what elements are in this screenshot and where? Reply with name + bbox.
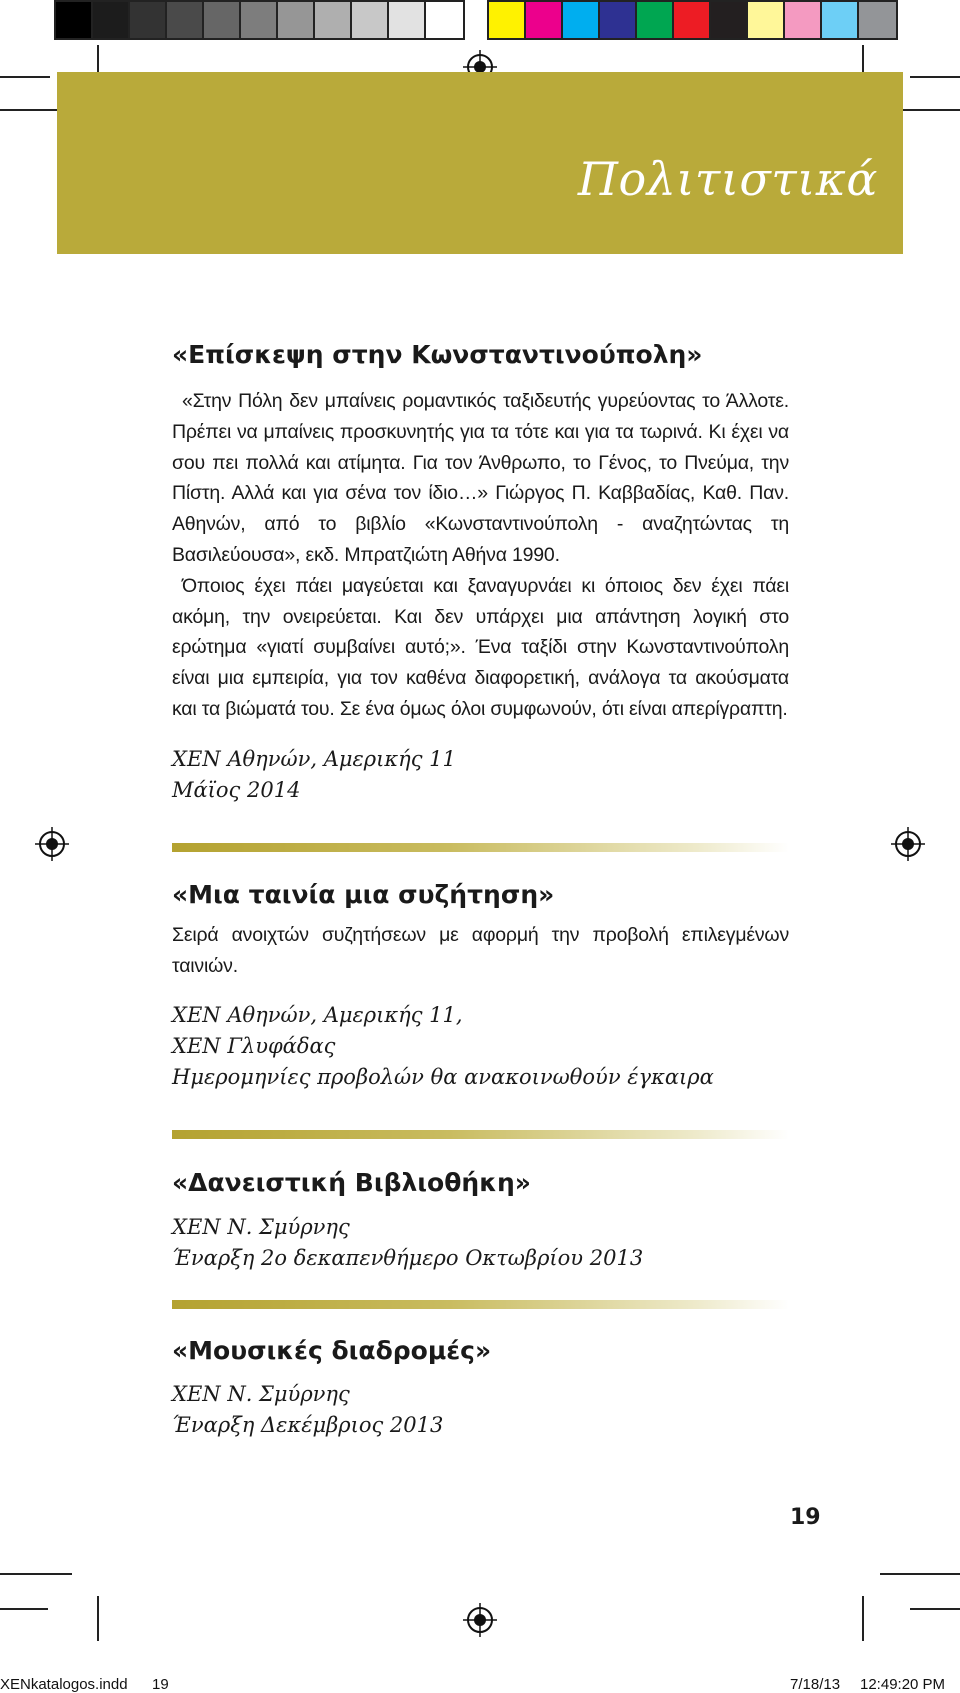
detail-line: Έναρξη 2ο δεκαπενθήμερο Οκτωβρίου 2013: [172, 1246, 644, 1270]
detail-line: Μάϊος 2014: [172, 778, 301, 802]
slug-date: 7/18/13: [790, 1676, 841, 1693]
color-swatch: [748, 2, 785, 38]
section-details: [172, 744, 456, 806]
registration-mark-icon: [891, 827, 925, 861]
page-title: Πολιτιστικά: [577, 152, 878, 206]
color-swatch: [600, 2, 637, 38]
color-swatch: [785, 2, 822, 38]
color-swatch: [859, 2, 896, 38]
color-swatch: [130, 2, 167, 38]
slug-filename: XENkatalogos.indd: [0, 1676, 128, 1693]
page-number: 19: [790, 1505, 821, 1530]
color-swatch: [674, 2, 711, 38]
color-swatch: [711, 2, 748, 38]
detail-line: Έναρξη Δεκέμβριος 2013: [172, 1413, 444, 1437]
color-swatch: [489, 2, 526, 38]
crop-mark: [910, 1608, 960, 1610]
crop-mark: [880, 1573, 960, 1575]
color-swatch: [241, 2, 278, 38]
slug-time: 12:49:20 PM: [860, 1676, 946, 1693]
color-swatch: [167, 2, 204, 38]
section-divider: [172, 843, 789, 852]
section-title: «Μια ταινία μια συζήτηση»: [172, 880, 555, 909]
detail-line: ΧΕΝ Γλυφάδας: [172, 1034, 336, 1058]
color-swatch: [563, 2, 600, 38]
color-swatch: [426, 2, 463, 38]
color-swatch: [204, 2, 241, 38]
detail-line: ΧΕΝ Ν. Σμύρνης: [172, 1215, 350, 1239]
section-details: [172, 1379, 443, 1441]
detail-line: ΧΕΝ Ν. Σμύρνης: [172, 1382, 350, 1406]
crop-mark: [0, 76, 50, 78]
color-swatch: [526, 2, 563, 38]
color-swatch: [93, 2, 130, 38]
color-swatch: [315, 2, 352, 38]
crop-mark: [0, 1573, 72, 1575]
crop-mark: [0, 1608, 48, 1610]
color-calibration-bar: [487, 0, 898, 40]
section-details: [172, 1000, 714, 1093]
color-swatch: [352, 2, 389, 38]
crop-mark: [910, 76, 960, 78]
slug-page: 19: [152, 1676, 169, 1693]
color-swatch: [822, 2, 859, 38]
color-swatch: [637, 2, 674, 38]
color-swatch: [389, 2, 426, 38]
section-title: «Δανειστική Βιβλιοθήκη»: [172, 1168, 531, 1197]
grayscale-calibration-bar: [54, 0, 465, 40]
detail-line: ΧΕΝ Αθηνών, Αμερικής 11,: [172, 1003, 463, 1027]
crop-mark: [97, 1596, 99, 1641]
section-details: [172, 1212, 643, 1274]
detail-line: Ημερομηνίες προβολών θα ανακοινωθούν έγκαιρα: [172, 1065, 714, 1089]
crop-mark: [862, 1596, 864, 1641]
section-divider: [172, 1300, 789, 1309]
section-title: «Μουσικές διαδρομές»: [172, 1336, 492, 1365]
registration-mark-icon: [35, 827, 69, 861]
section-divider: [172, 1130, 789, 1139]
section-title: «Επίσκεψη στην Κωνσταντινούπολη»: [172, 340, 703, 369]
detail-line: ΧΕΝ Αθηνών, Αμερικής 11: [172, 747, 456, 771]
registration-mark-icon: [463, 1603, 497, 1637]
paragraph: Όποιος έχει πάει μαγεύεται και ξαναγυρνάει κι όποιος δεν έχει πάει ακόμη, την ονειρεύεται. Και δεν υπάρχει μια απάντηση λογική στο ερώτημα «γιατί συμβαίνει αυτό;». Ένα ταξίδι στην Κωνσταντινούπολη είναι μια εμπειρία, για τον καθένα διαφορετική, ανάλογα τα ακούσματα και τα βιώματά του. Σε ένα όμως όλοι συμφωνούν, ότι είναι απερίγραπτη.: [172, 574, 789, 720]
section-body: [172, 920, 789, 982]
section-body: [172, 386, 789, 725]
paragraph: «Στην Πόλη δεν μπαίνεις ρομαντικός ταξιδευτής γυρεύοντας το Άλλοτε. Πρέπει να μπαίνεις προσκυνητής για τα τότε και για τα τωρινά. Κι έχει να σου πει πολλά και ατίμητα. Για τον Άνθρωπο, το Γένος, το Πνεύμα, την Πίστη. Αλλά και για σένα τον ίδιο…» Γιώργος Π. Καββαδίας, Καθ. Παν. Αθηνών, από το βιβλίο «Κωνσταντινούπολη - αναζητώντας τη Βασιλεύουσα», εκδ. Μπρατζιώτη Αθήνα 1990.: [172, 390, 789, 566]
color-swatch: [56, 2, 93, 38]
color-swatch: [278, 2, 315, 38]
paragraph: Σειρά ανοιχτών συζητήσεων με αφορμή την προβολή επιλεγμένων ταινιών.: [172, 924, 789, 977]
